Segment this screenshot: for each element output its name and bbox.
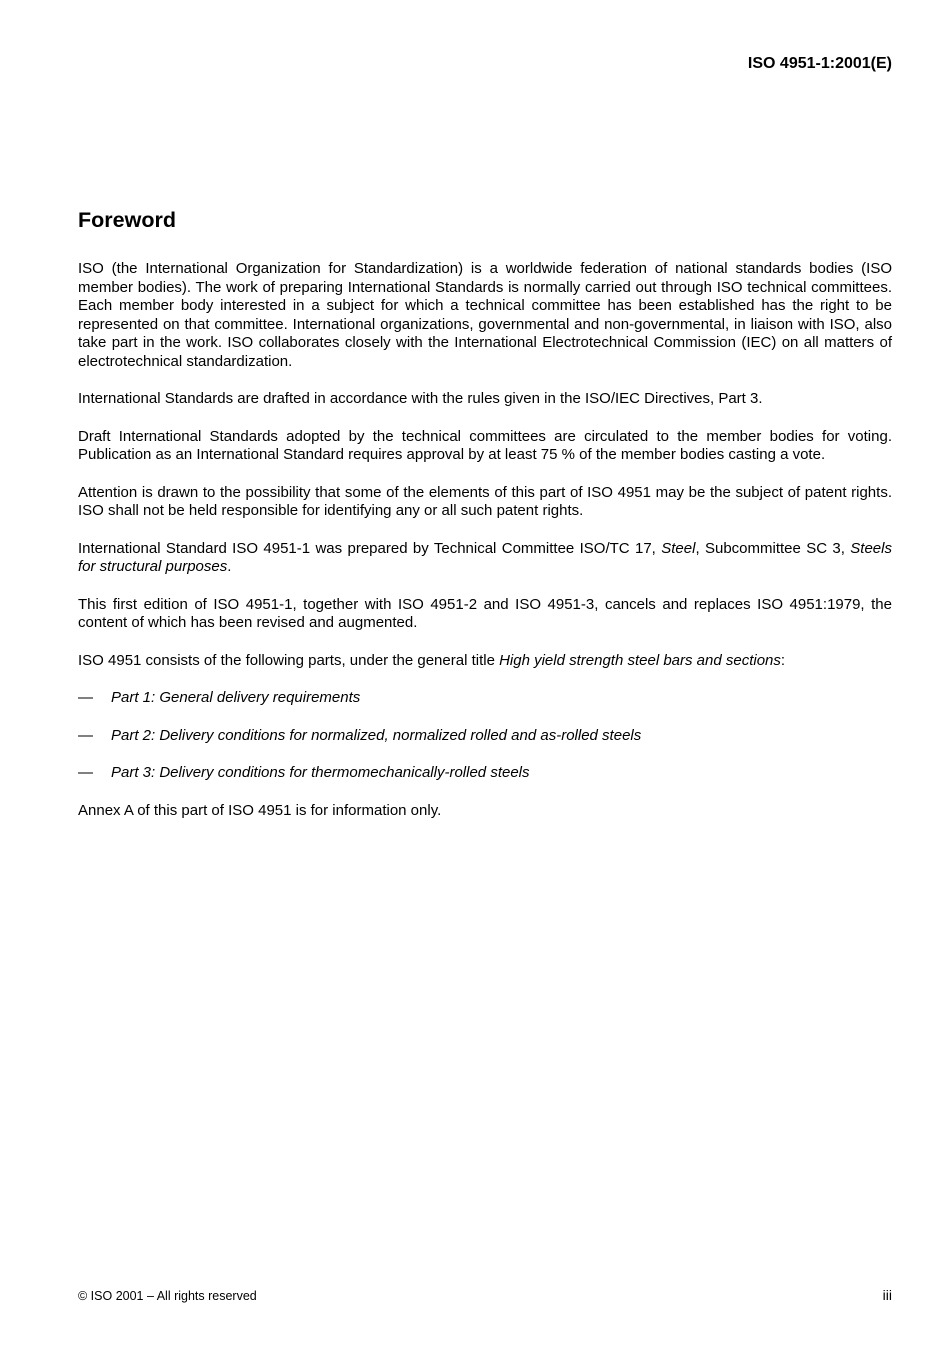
paragraph-patent-rights: Attention is drawn to the possibility that some of the elements of this part of ISO 4951 may be the subject of patent rights. ISO shall not be held responsible for identifying any or all such patent rights. — [78, 483, 892, 519]
parts-intro-text-2: : — [780, 651, 786, 669]
part-3-title: Part 3: Delivery conditions for thermomechanically-rolled steels — [111, 764, 530, 781]
list-dash: — — [78, 726, 93, 744]
subcommittee-title: Steels for structural purposes — [78, 539, 892, 575]
foreword-body — [78, 260, 892, 839]
copyright-notice: © ISO 2001 – All rights reserved — [78, 1289, 257, 1303]
parts-intro-text-1: ISO 4951 consists of the following parts, under the general title — [78, 651, 500, 669]
page-title: Foreword — [78, 208, 176, 232]
general-title: High yield strength steel bars and sections — [499, 651, 781, 669]
prepared-by-text-1: International Standard ISO 4951-1 was prepared by Technical Committee ISO/TC 17, — [78, 539, 662, 557]
paragraph-annex: Annex A of this part of ISO 4951 is for information only. — [78, 801, 442, 819]
part-1-title: Part 1: General delivery requirements — [111, 689, 361, 706]
paragraph-draft-standards: Draft International Standards adopted by the technical committees are circulated to the member bodies for voting. Publication as an International Standard requires approval by at least 75 % of the member bodies casting a vote. — [78, 427, 892, 463]
prepared-by-text-3: . — [227, 558, 232, 575]
paragraph-prepared-by — [78, 540, 892, 577]
list-item-part-2 — [78, 727, 892, 746]
paragraph-parts-intro — [78, 652, 892, 671]
list-dash: — — [78, 689, 93, 706]
paragraph-iso-federation: ISO (the International Organization for Standardization) is a worldwide federation of national standards bodies (ISO member bodies). The work of preparing International Standards is normally carried out through ISO technical committees. Each member body interested in a subject for which a technical committee has been established has the right to be represented on that committee. International organizations, governmental and non-governmental, in liaison with ISO, also take part in the work. ISO collaborates closely with the International Electrotechnical Commission (IEC) on all matters of electrotechnical standardization. — [78, 260, 892, 370]
paragraph-directives: International Standards are drafted in accordance with the rules given in the ISO/IEC Directives, Part 3. — [78, 390, 763, 407]
list-dash: — — [78, 764, 93, 781]
prepared-by-text-2: , Subcommittee SC 3, — [695, 539, 851, 557]
list-item-part-3 — [78, 764, 892, 783]
part-2-title: Part 2: Delivery conditions for normalized, normalized rolled and as-rolled steels — [111, 726, 642, 744]
page-number: iii — [882, 1287, 892, 1303]
list-item-part-1 — [78, 689, 892, 708]
document-id-header: ISO 4951-1:2001(E) — [747, 55, 892, 72]
committee-steel: Steel — [661, 539, 696, 557]
paragraph-first-edition: This first edition of ISO 4951-1, together with ISO 4951-2 and ISO 4951-3, cancels and replaces ISO 4951:1979, the content of which has been revised and augmented. — [78, 595, 892, 631]
